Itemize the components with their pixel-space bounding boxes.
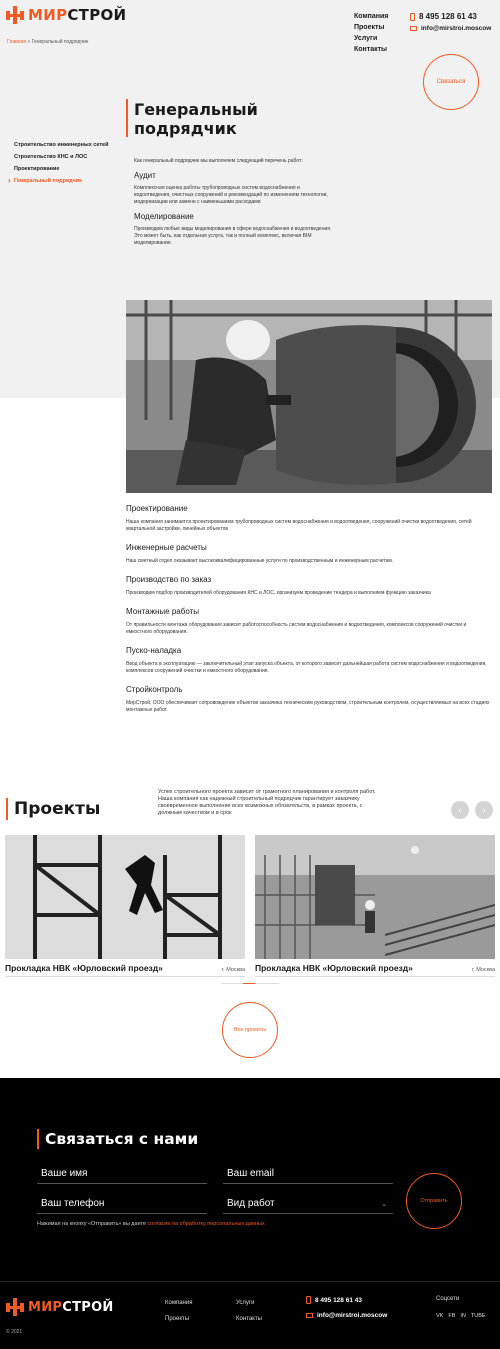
- service-heading: Проектирование: [126, 504, 188, 513]
- name-placeholder: Ваше имя: [41, 1168, 88, 1179]
- project-city: г. Москва: [471, 967, 495, 973]
- phone-icon: [306, 1296, 311, 1304]
- phone-icon: [410, 13, 415, 21]
- nav-item-services[interactable]: Услуги: [354, 35, 378, 42]
- service-text: Ввод объекта в эксплуатацию — заключительный этап запуска объекта, от которого зависит дальнейшая работа систем водоснабжения и водоотведения, комплексов сооружений очистки и емкостного оборудования.: [126, 661, 487, 674]
- send-button[interactable]: Отправить: [406, 1173, 462, 1229]
- social-tube[interactable]: TUBE: [470, 1313, 486, 1319]
- projects-description: Успех строительного проекта зависит от грамотного планирования и контроля работ. Наша компания как надежный строительный подрядчик гарантирует заказчику своевременное выполнение всех возможных обязательств, в рамках проекта, с должным качеством и в срок: [158, 789, 376, 816]
- footer-nav-col2: [236, 1295, 262, 1327]
- service-heading: Инженерные расчеты: [126, 543, 207, 552]
- breadcrumb-separator: »: [26, 39, 32, 45]
- phone-placeholder: Ваш телефон: [41, 1198, 105, 1209]
- consent-text: [37, 1221, 265, 1227]
- service-text: Наш сметный отдел оказывает высококвалифицированные услуги по производственным и инженерным расчетам.: [126, 558, 394, 564]
- project-name[interactable]: Прокладка НВК «Юрловский проезд»: [5, 963, 163, 973]
- work-type-select[interactable]: [223, 1194, 393, 1214]
- consent-label: Нажимая на кнопку «Отправить» вы даете: [37, 1221, 148, 1227]
- email-placeholder: Ваш email: [227, 1168, 274, 1179]
- header-email[interactable]: [410, 25, 491, 32]
- header-phone[interactable]: [410, 12, 491, 21]
- service-text: Производим подбор производителей оборудования КНС и ЛОС, организуем проведение тендера и выполняем функцию заказчика: [126, 590, 431, 596]
- project-card[interactable]: [255, 835, 495, 977]
- service-heading: Производство по заказ: [126, 575, 212, 584]
- projects-title: Проекты: [14, 799, 101, 819]
- projects-accent-bar: [6, 798, 8, 820]
- intro-heading-audit: Аудит: [134, 171, 156, 180]
- service-text: Наша компания занимается проектированием трубопроводных систем водоснабжения и водоотведения, сооружений очистки водоотведения, сетей квартальной застройки, линейных объектов: [126, 519, 472, 532]
- footer-nav-contacts[interactable]: Контакты: [236, 1316, 262, 1322]
- sidebar-item-kns-los[interactable]: Строительство КНС и ЛОС: [14, 154, 88, 160]
- copyright: © 2021: [6, 1329, 23, 1335]
- work-type-placeholder: Вид работ: [227, 1198, 275, 1209]
- footer-logo[interactable]: [6, 1298, 114, 1316]
- nav-item-company[interactable]: Компания: [354, 13, 389, 20]
- project-image: [5, 835, 245, 959]
- social-vk[interactable]: VK: [436, 1313, 444, 1319]
- all-projects-button[interactable]: Все проекты: [222, 1002, 278, 1058]
- footer-logo-text: МИРСТРОЙ: [28, 1299, 114, 1315]
- carousel-pager[interactable]: [221, 983, 279, 984]
- header-email-text: info@mirstroi.moscow: [421, 25, 492, 32]
- header-phone-text: 8 495 128 61 43: [419, 12, 477, 21]
- social-links: [436, 1313, 486, 1319]
- nav-item-contacts[interactable]: Контакты: [354, 46, 388, 53]
- name-field[interactable]: [37, 1164, 207, 1184]
- project-name[interactable]: Прокладка НВК «Юрловский проезд»: [255, 963, 413, 973]
- footer-phone[interactable]: [306, 1296, 387, 1304]
- service-heading: Пуско-наладка: [126, 646, 182, 655]
- logo-text: МИРСТРОЙ: [28, 6, 127, 24]
- project-image: [255, 835, 495, 959]
- footer-email-text: info@mirstroi.moscow: [317, 1312, 388, 1319]
- mail-icon: [306, 1313, 313, 1318]
- project-info: [255, 959, 495, 977]
- mail-icon: [410, 26, 417, 31]
- consent-link[interactable]: согласие на обработку персональных данных: [147, 1221, 265, 1227]
- project-info: [5, 959, 245, 977]
- logo-icon: [6, 6, 24, 24]
- services-list: [126, 504, 492, 724]
- footer-email[interactable]: [306, 1312, 387, 1319]
- sidebar: [14, 142, 114, 190]
- service-text: От правильности монтажа оборудования зависит работоспособность систем водоснабжения и водоотведения, комплексов сооружений очистки и емкостного оборудования.: [126, 622, 467, 635]
- footer-phone-text: 8 495 128 61 43: [315, 1296, 362, 1304]
- breadcrumb-home[interactable]: Главная: [7, 39, 27, 45]
- sidebar-item-engineering-networks[interactable]: Строительство инженерных сетей: [14, 142, 109, 148]
- breadcrumb-current: Генеральный подрядчик: [31, 39, 89, 45]
- intro-lead: Как генеральный подрядчик мы выполняем следующий перечень работ:: [134, 158, 303, 164]
- contact-button[interactable]: Связаться: [423, 54, 479, 110]
- social-fb[interactable]: FB: [448, 1313, 456, 1319]
- header-contacts: [410, 12, 491, 36]
- title-accent-bar: [126, 99, 128, 137]
- intro-text-audit: Комплексная оценка работы трубопроводных систем водоснабжения и водоотведения, очистных сооружений и рекомендаций по изменениям технологии, модернизации или замене с наименьшими расходами: [134, 185, 328, 205]
- form-accent-bar: [37, 1129, 39, 1149]
- service-text: МирСтрой, ООО обеспечивает сопровождение объектов заказчика техническим руководством, строительным контролем, осуществляемых на всех стадиях монтажных работ.: [126, 700, 490, 713]
- phone-field[interactable]: [37, 1194, 207, 1214]
- intro-text-modeling: Производим любые виды моделирования в сфере водоснабжения и водоотведения. Это может быть, как отдельная услуга, так и полный комплекс, включая BIM моделирование.: [134, 226, 332, 246]
- footer-social: [436, 1296, 486, 1319]
- service-heading: Монтажные работы: [126, 607, 200, 616]
- pager-active: [243, 983, 255, 984]
- project-card[interactable]: [5, 835, 245, 977]
- intro-block: [134, 158, 334, 252]
- sidebar-item-design[interactable]: Проектирование: [14, 166, 60, 172]
- breadcrumb: [7, 39, 88, 45]
- logo[interactable]: [6, 6, 126, 24]
- project-city: г. Москва: [221, 967, 245, 973]
- sidebar-item-general-contractor[interactable]: › Генеральный подрядчик: [14, 178, 114, 185]
- form-title: Связаться с нами: [45, 1130, 199, 1148]
- email-field[interactable]: [223, 1164, 393, 1184]
- footer-nav-projects[interactable]: Проекты: [165, 1316, 190, 1322]
- nav-item-projects[interactable]: Проекты: [354, 24, 385, 31]
- service-heading: Стройконтроль: [126, 685, 183, 694]
- footer-nav-col1: [165, 1295, 192, 1327]
- top-nav: [354, 11, 388, 55]
- next-arrow-button[interactable]: ›: [475, 801, 493, 819]
- footer-nav-company[interactable]: Компания: [165, 1300, 193, 1306]
- social-label: Соцсети: [436, 1296, 460, 1302]
- prev-arrow-button[interactable]: ‹: [451, 801, 469, 819]
- logo-icon: [6, 1298, 24, 1316]
- social-in[interactable]: IN: [460, 1313, 466, 1319]
- footer-contacts: [306, 1296, 387, 1327]
- footer-nav-services[interactable]: Услуги: [236, 1300, 255, 1306]
- intro-heading-modeling: Моделирование: [134, 212, 194, 221]
- chevron-down-icon: ⌄: [381, 1200, 387, 1208]
- page-title: Генеральный подрядчик: [134, 100, 258, 138]
- worker-photo: [126, 300, 492, 493]
